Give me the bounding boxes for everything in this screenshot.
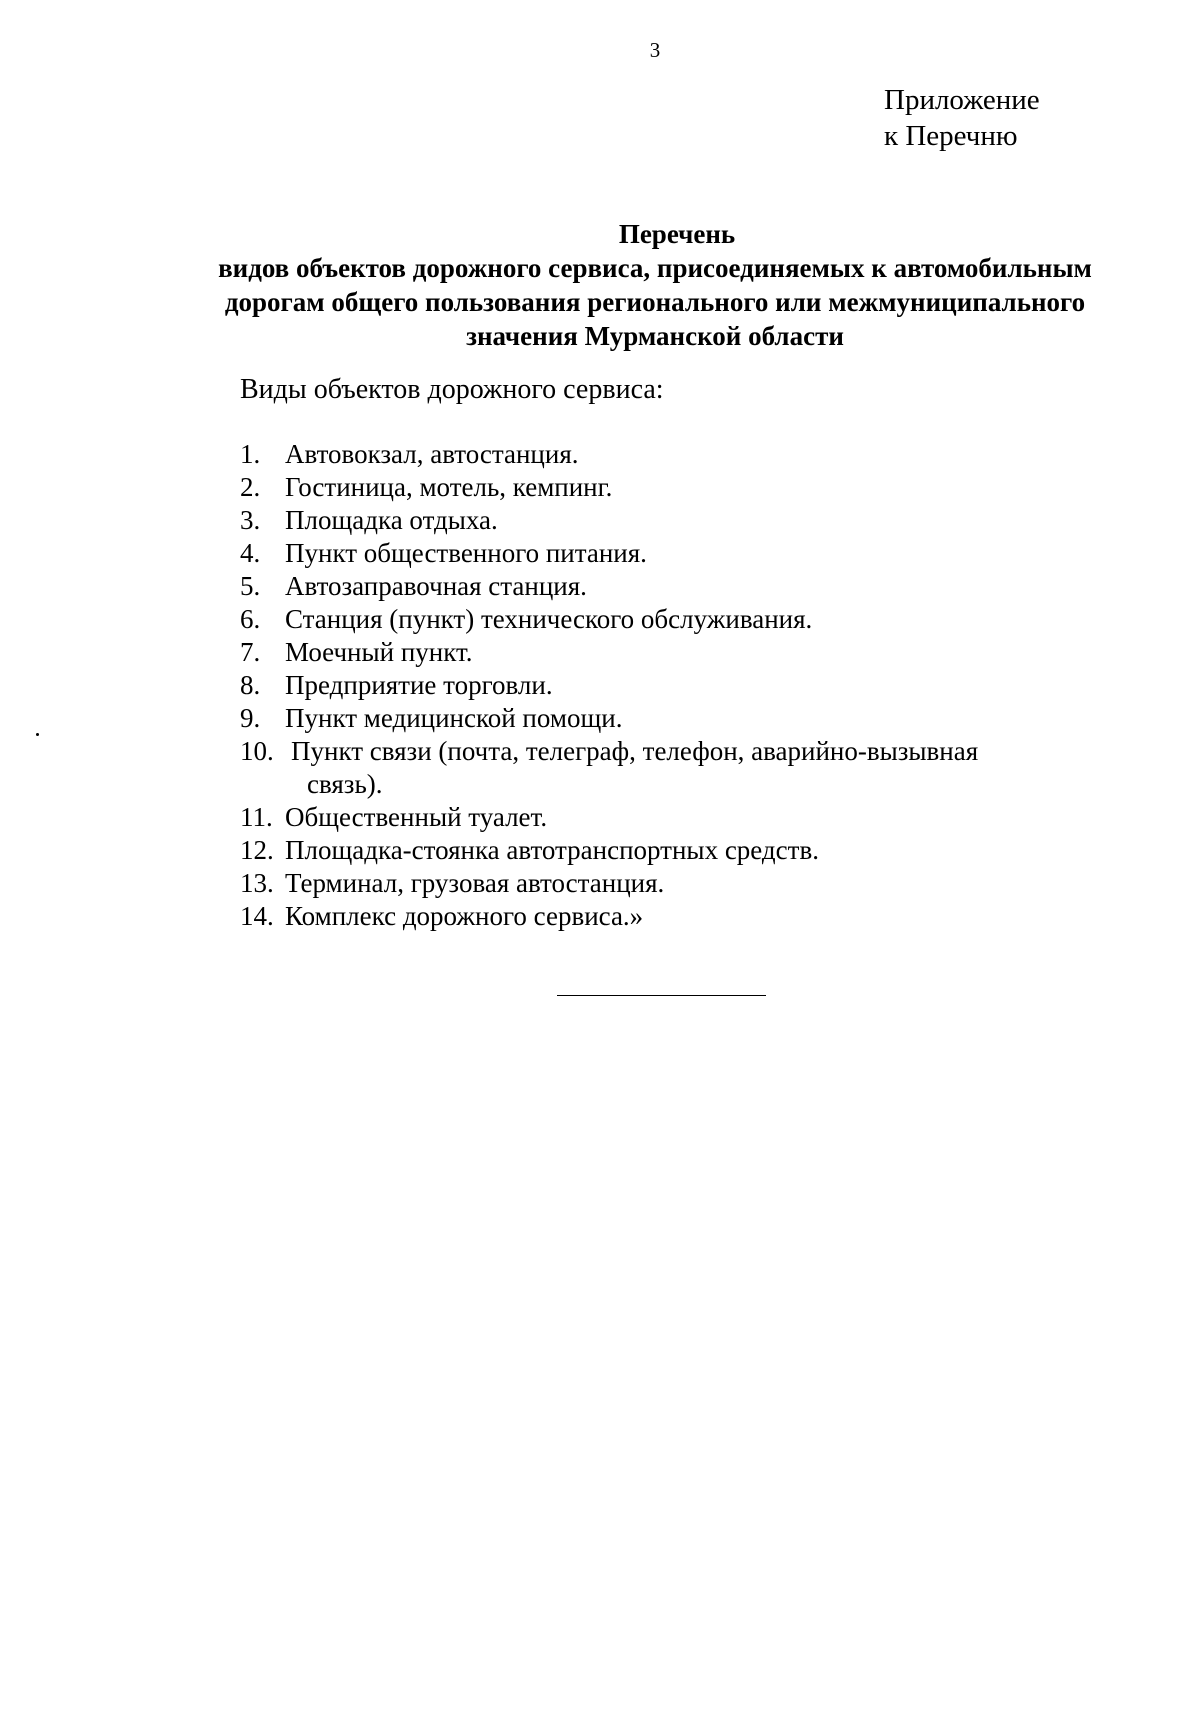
list-item <box>240 735 978 801</box>
list-item <box>240 504 978 537</box>
item-text-continuation: связь). <box>307 769 383 799</box>
item-text: Комплекс дорожного сервиса.» <box>285 901 644 931</box>
item-text: Пункт общественного питания. <box>285 538 647 568</box>
item-number: 10. <box>240 736 274 766</box>
end-divider <box>557 995 766 996</box>
item-number: 4. <box>240 538 261 568</box>
item-text: Моечный пункт. <box>285 637 473 667</box>
list-item <box>240 438 978 471</box>
item-number: 11. <box>240 802 273 832</box>
appendix-line-2: к Перечню <box>884 120 1018 152</box>
item-text: Площадка отдыха. <box>285 505 498 535</box>
item-text: Автовокзал, автостанция. <box>285 439 579 469</box>
item-text: Предприятие торговли. <box>285 670 553 700</box>
list-item <box>240 570 978 603</box>
list-item <box>240 702 978 735</box>
list-item <box>240 834 978 867</box>
item-number: 9. <box>240 703 261 733</box>
title-line-1: видов объектов дорожного сервиса, присоединяемых к автомобильным <box>218 253 1092 283</box>
document-title <box>150 217 1160 353</box>
item-number: 6. <box>240 604 261 634</box>
list-item <box>240 801 978 834</box>
item-number: 12. <box>240 835 274 865</box>
list-item <box>240 471 978 504</box>
item-number: 1. <box>240 439 261 469</box>
item-text: Пункт связи (почта, телеграф, телефон, аварийно-вызывная <box>291 736 979 766</box>
item-text: Гостиница, мотель, кемпинг. <box>285 472 613 502</box>
item-text: Станция (пункт) технического обслуживания. <box>285 604 813 634</box>
item-number: 2. <box>240 472 261 502</box>
item-number: 3. <box>240 505 261 535</box>
list-item <box>240 867 978 900</box>
item-number: 7. <box>240 637 261 667</box>
appendix-line-1: Приложение <box>884 84 1040 116</box>
item-number: 14. <box>240 901 274 931</box>
item-text: Автозаправочная станция. <box>285 571 587 601</box>
item-text: Общественный туалет. <box>285 802 548 832</box>
title-heading: Перечень <box>618 219 736 249</box>
service-types-list <box>240 438 978 933</box>
list-intro: Виды объектов дорожного сервиса: <box>240 374 664 405</box>
item-number: 5. <box>240 571 261 601</box>
list-item <box>240 900 978 933</box>
list-item <box>240 603 978 636</box>
item-text: Терминал, грузовая автостанция. <box>285 868 665 898</box>
title-line-3: значения Мурманской области <box>466 321 844 351</box>
item-number: 8. <box>240 670 261 700</box>
list-item <box>240 636 978 669</box>
item-text: Площадка-стоянка автотранспортных средств. <box>285 835 819 865</box>
appendix-reference <box>884 82 1040 154</box>
item-number: 13. <box>240 868 274 898</box>
item-text: Пункт медицинской помощи. <box>285 703 623 733</box>
title-line-2: дорогам общего пользования регионального или межмуниципального <box>224 287 1086 317</box>
page-number: 3 <box>649 38 661 62</box>
list-item <box>240 669 978 702</box>
list-item <box>240 537 978 570</box>
scan-speck <box>36 733 39 736</box>
